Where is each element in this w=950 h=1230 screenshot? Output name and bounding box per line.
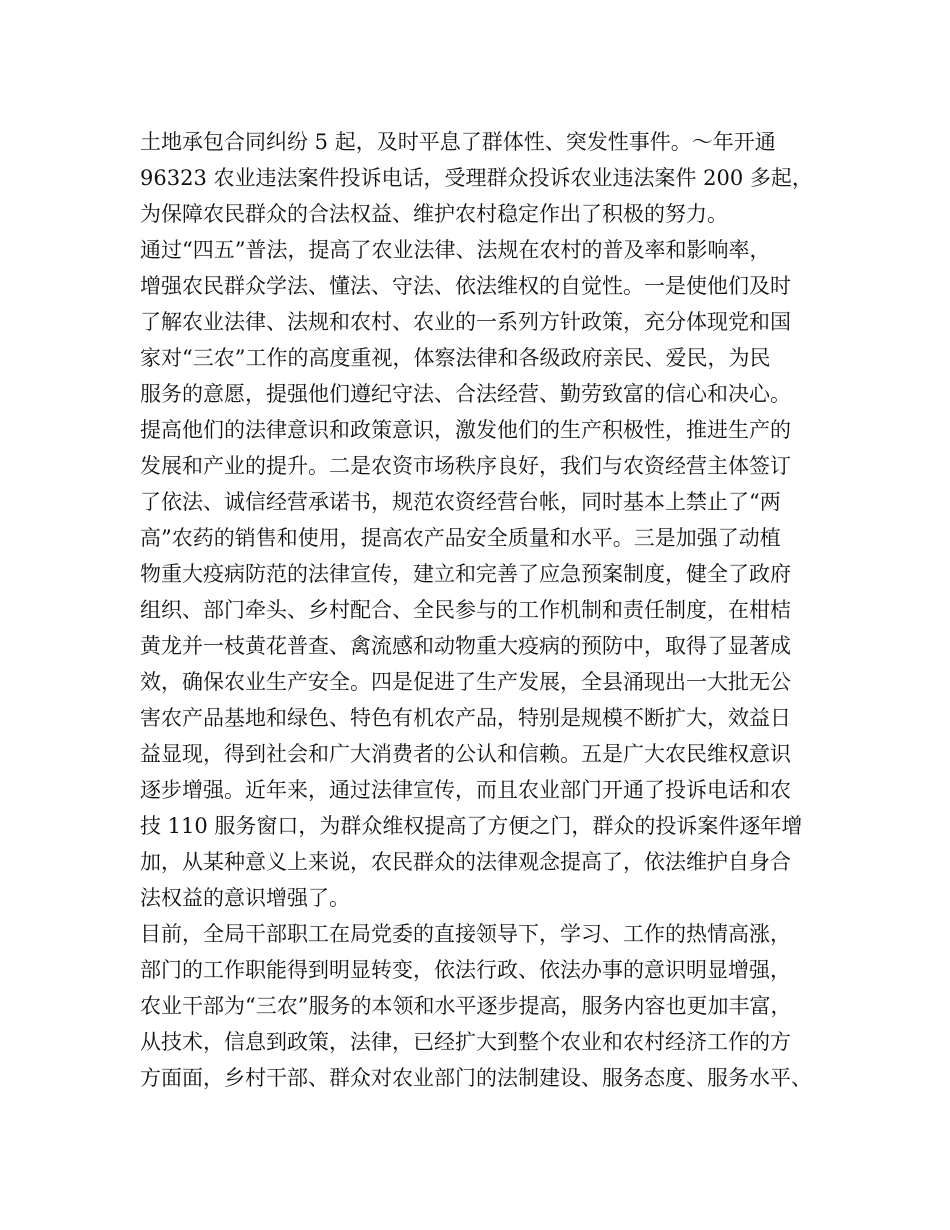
text-line: 方面面，乡村干部、群众对农业部门的法制建设、服务态度、服务水平、 <box>140 1066 812 1090</box>
text-line: 效，确保农业生产安全。四是促进了生产发展，全县涌现出一大批无公 <box>140 670 791 694</box>
text-line: 通过“四五”普法，提高了农业法律、法规在农村的普及率和影响率， <box>140 238 771 262</box>
text-line: 高”农药的销售和使用，提高农产品安全质量和水平。三是加强了动植 <box>140 526 781 550</box>
text-line: 为保障农民群众的合法权益、维护农村稳定作出了积极的努力。 <box>140 202 728 226</box>
text-line: 技 110 服务窗口，为群众维权提高了方便之门，群众的投诉案件逐年增 <box>140 814 803 838</box>
text-line: 发展和产业的提升。二是农资市场秩序良好，我们与农资经营主体签订 <box>140 454 791 478</box>
text-line: 农业干部为“三农”服务的本领和水平逐步提高，服务内容也更加丰富， <box>140 994 792 1018</box>
document-body <box>140 124 830 1096</box>
text-line: 服务的意愿，提强他们遵纪守法、合法经营、勤劳致富的信心和决心。 <box>140 382 791 406</box>
text-line: 了解农业法律、法规和农村、农业的一系列方针政策，充分体现党和国 <box>140 310 791 334</box>
text-line: 加，从某种意义上来说，农民群众的法律观念提高了，依法维护自身合 <box>140 850 791 874</box>
text-line: 法权益的意识增强了。 <box>140 886 350 910</box>
text-line: 96323 农业违法案件投诉电话，受理群众投诉农业违法案件 200 多起， <box>140 166 813 190</box>
text-line: 益显现，得到社会和广大消费者的公认和信赖。五是广大农民维权意识 <box>140 742 791 766</box>
text-line: 黄龙并一枝黄花普查、禽流感和动物重大疫病的预防中，取得了显著成 <box>140 634 791 658</box>
text-line: 增强农民群众学法、懂法、守法、依法维权的自觉性。一是使他们及时 <box>140 274 791 298</box>
text-line: 害农产品基地和绿色、特色有机农产品，特别是规模不断扩大，效益日 <box>140 706 791 730</box>
text-line: 物重大疫病防范的法律宣传，建立和完善了应急预案制度，健全了政府 <box>140 562 791 586</box>
text-line: 土地承包合同纠纷 5 起，及时平息了群体性、突发性事件。～年开通 <box>140 130 776 154</box>
text-line: 家对“三农”工作的高度重视，体察法律和各级政府亲民、爱民，为民 <box>140 346 771 370</box>
text-line: 组织、部门牵头、乡村配合、全民参与的工作机制和责任制度，在柑桔 <box>140 598 791 622</box>
text-line: 从技术，信息到政策，法律，已经扩大到整个农业和农村经济工作的方 <box>140 1030 791 1054</box>
text-line: 了依法、诚信经营承诺书，规范农资经营台帐，同时基本上禁止了“两 <box>140 490 781 514</box>
text-line: 提高他们的法律意识和政策意识，激发他们的生产积极性，推进生产的 <box>140 418 791 442</box>
text-line: 逐步增强。近年来，通过法律宣传，而且农业部门开通了投诉电话和农 <box>140 778 791 802</box>
text-line: 目前，全局干部职工在局党委的直接领导下，学习、工作的热情高涨， <box>140 922 791 946</box>
text-line: 部门的工作职能得到明显转变，依法行政、依法办事的意识明显增强， <box>140 958 791 982</box>
